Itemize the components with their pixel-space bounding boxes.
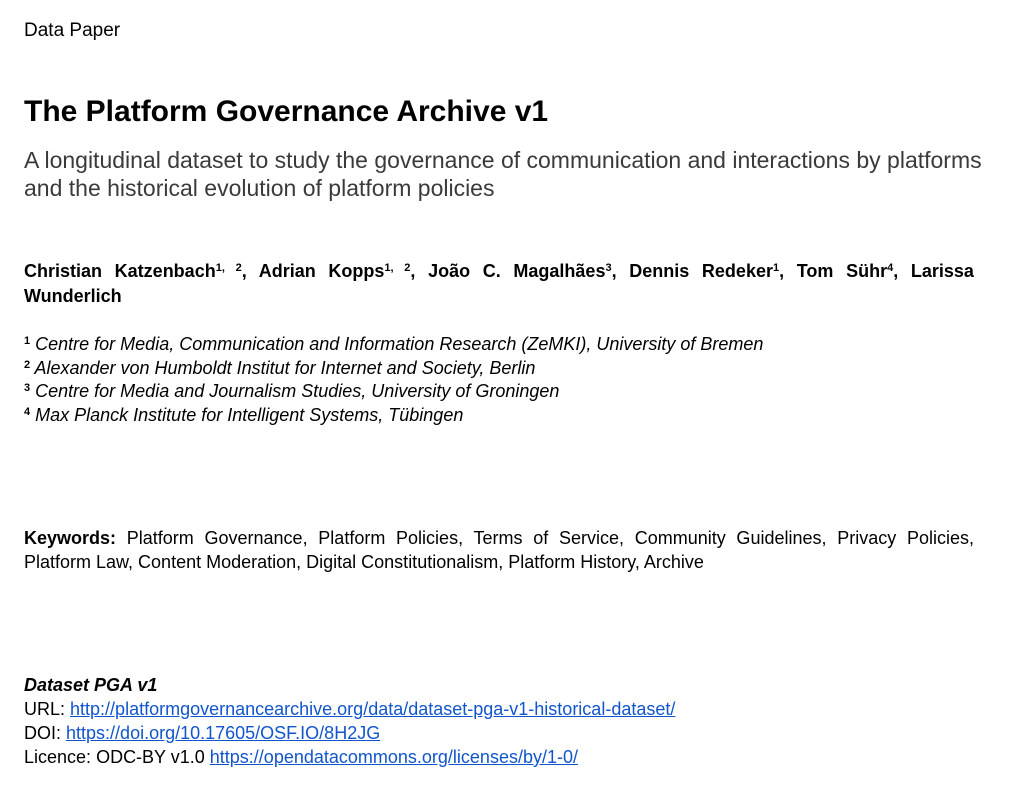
- doi-label: DOI:: [24, 723, 62, 743]
- author-name: Tom Sühr: [796, 261, 888, 281]
- author: [428, 261, 629, 281]
- author-affiliation-marker: 3: [605, 262, 612, 274]
- author-separator: ,: [893, 261, 911, 281]
- affiliation-text: Alexander von Humboldt Institut for Internet and Society, Berlin: [34, 357, 536, 378]
- author: [797, 261, 911, 281]
- affiliation-item: [24, 380, 763, 404]
- author-name: João C. Magalhães: [428, 261, 606, 281]
- dataset-licence-row: [24, 745, 675, 769]
- author-name: Dennis Redeker: [629, 261, 773, 281]
- author-affiliation-marker: 4: [887, 262, 894, 274]
- author-affiliation-marker: 1: [772, 262, 780, 274]
- affiliation-item: [24, 357, 763, 381]
- author-separator: ,: [779, 261, 797, 281]
- author-separator: ,: [611, 261, 630, 281]
- affiliation-text: Centre for Media, Communication and Information Research (ZeMKI), University of Bremen: [35, 334, 764, 354]
- licence-url-link[interactable]: https://opendatacommons.org/licenses/by/1-0/: [209, 747, 578, 767]
- dataset-section: [24, 673, 675, 769]
- affiliation-list: [24, 333, 763, 427]
- author-name: Christian Katzenbach: [24, 261, 216, 281]
- affiliation-text: Max Planck Institute for Intelligent Systems, Tübingen: [35, 404, 464, 425]
- author-separator: ,: [410, 261, 429, 281]
- dataset-title: Dataset PGA v1: [24, 675, 158, 695]
- author-separator: ,: [241, 261, 259, 281]
- affiliation-item: [24, 333, 763, 357]
- affiliation-number: 2: [24, 358, 31, 371]
- dataset-url-link[interactable]: http://platformgovernancearchive.org/data/dataset-pga-v1-historical-dataset/: [70, 699, 676, 719]
- url-label: URL:: [24, 699, 66, 719]
- licence-label: Licence:: [24, 747, 92, 767]
- keywords-label: Keywords:: [24, 528, 117, 548]
- affiliation-text: Centre for Media and Journalism Studies, University of Groningen: [35, 381, 560, 401]
- dataset-doi-row: [24, 721, 675, 745]
- dataset-doi-link[interactable]: https://doi.org/10.17605/OSF.IO/8H2JG: [66, 723, 381, 743]
- author-list: [24, 259, 974, 309]
- keywords-section: [24, 526, 974, 574]
- author-name: Larissa Wunderlich: [24, 261, 974, 306]
- author-name: Adrian Kopps: [258, 261, 385, 281]
- licence-name: ODC-BY v1.0: [96, 747, 205, 767]
- affiliation-item: [24, 404, 763, 428]
- keywords-text: Platform Governance, Platform Policies, Terms of Service, Community Guidelines, Privacy Policies, Platform Law, Content Moderation, Digital Constitutionalism, Platform History, Archive: [24, 528, 974, 572]
- affiliation-number: 1: [24, 335, 31, 347]
- author-affiliation-marker: 1, 2: [215, 262, 242, 274]
- dataset-url-row: [24, 697, 675, 721]
- paper-title: The Platform Governance Archive v1: [24, 95, 549, 128]
- author: [24, 261, 259, 281]
- paper-subtitle: A longitudinal dataset to study the governance of communication and interactions by platforms and the historical evolution of platform policies: [24, 147, 982, 201]
- author: [629, 261, 797, 281]
- paper-type-label: Data Paper: [24, 20, 121, 41]
- author: [259, 261, 428, 281]
- affiliation-number: 4: [24, 405, 31, 418]
- affiliation-number: 3: [24, 382, 31, 394]
- author-affiliation-marker: 1, 2: [384, 262, 411, 274]
